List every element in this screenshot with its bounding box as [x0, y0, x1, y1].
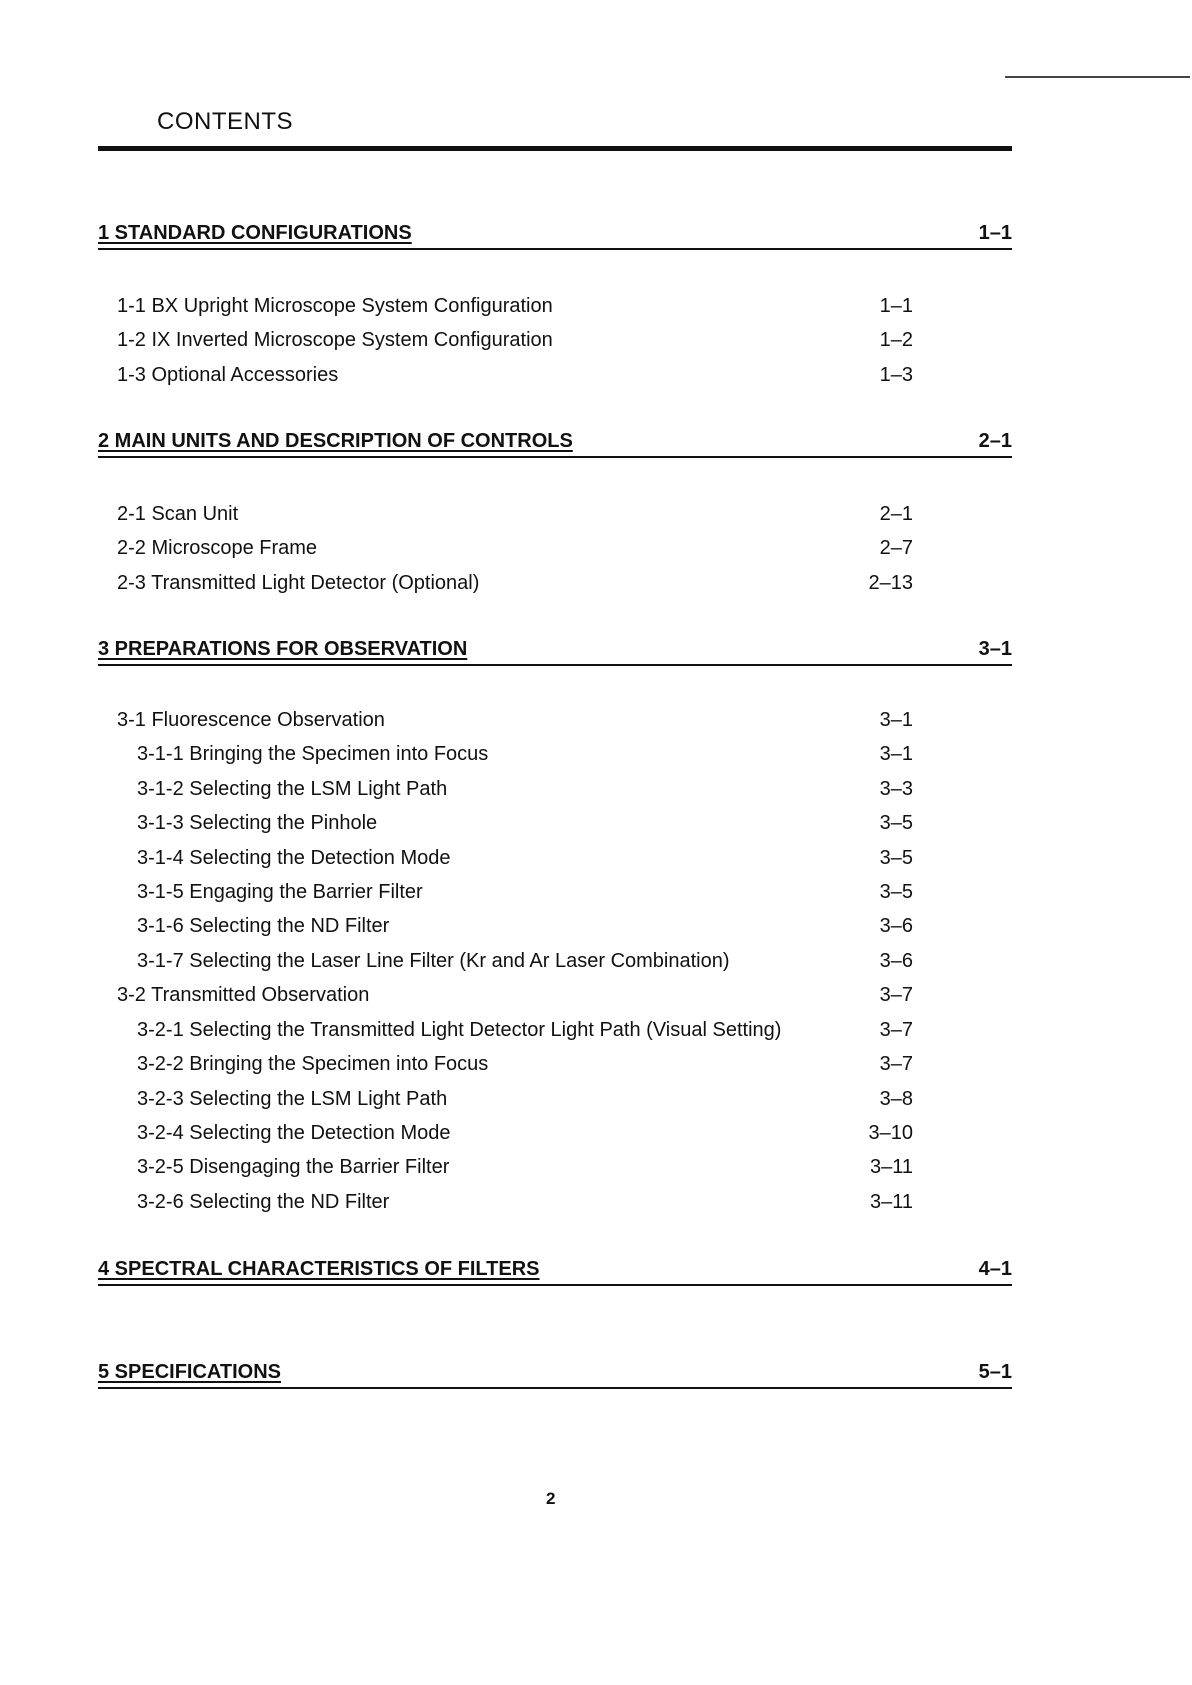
entry-page: 3–1	[879, 743, 913, 765]
chapter-title: 4 SPECTRAL CHARACTERISTICS OF FILTERS	[98, 1258, 540, 1280]
entry-title: 3-2-2 Bringing the Specimen into Focus	[137, 1053, 489, 1075]
chapter-page: 3–1	[978, 638, 1012, 660]
entry-title: 2-2 Microscope Frame	[117, 537, 318, 559]
entry-page: 3–3	[879, 778, 913, 800]
entry-title: 3-1-3 Selecting the Pinhole	[137, 812, 378, 834]
entry-page: 2–13	[868, 572, 913, 594]
entry-page: 3–6	[879, 915, 913, 937]
entry-page: 3–8	[879, 1088, 913, 1110]
entry-page: 3–5	[879, 881, 913, 903]
page-number: 2	[546, 1489, 556, 1508]
entry-page: 3–7	[879, 1053, 913, 1075]
entry-title: 3-1-7 Selecting the Laser Line Filter (Kr and Ar Laser Combination)	[137, 950, 730, 972]
entry-title: 3-2-3 Selecting the LSM Light Path	[137, 1088, 448, 1110]
entry-page: 3–5	[879, 847, 913, 869]
entry-title: 1-2 IX Inverted Microscope System Configuration	[117, 329, 553, 351]
entry-page: 3–7	[879, 1019, 913, 1041]
entry-page: 3–11	[869, 1156, 913, 1178]
entry-title: 3-2-5 Disengaging the Barrier Filter	[137, 1156, 450, 1178]
entry-page: 1–3	[879, 364, 913, 386]
chapter-page: 5–1	[978, 1361, 1012, 1383]
entry-title: 3-1-4 Selecting the Detection Mode	[137, 847, 451, 869]
chapter-page: 4–1	[978, 1258, 1012, 1280]
entry-title: 3-2-6 Selecting the ND Filter	[137, 1191, 390, 1213]
entry-page: 1–2	[879, 329, 913, 351]
entry-page: 2–7	[879, 537, 913, 559]
chapter-2[interactable]	[98, 429, 1012, 458]
entry-page: 1–1	[879, 295, 913, 317]
chapter-1[interactable]	[98, 221, 1012, 250]
entry-title: 1-3 Optional Accessories	[117, 364, 339, 386]
entry-title: 3-1-6 Selecting the ND Filter	[137, 915, 390, 937]
chapter-4[interactable]	[98, 1257, 1012, 1286]
entry-title: 3-1-2 Selecting the LSM Light Path	[137, 778, 448, 800]
entry-title: 2-1 Scan Unit	[117, 503, 239, 525]
chapter-5[interactable]	[98, 1360, 1012, 1389]
entry-title: 3-2 Transmitted Observation	[117, 984, 370, 1006]
chapter-3[interactable]	[98, 637, 1012, 666]
chapter-title: 5 SPECIFICATIONS	[98, 1361, 281, 1383]
entry-page: 3–10	[868, 1122, 913, 1144]
entry-title: 2-3 Transmitted Light Detector (Optional)	[117, 572, 480, 594]
entry-page: 3–7	[879, 984, 913, 1006]
entry-title: 3-1-5 Engaging the Barrier Filter	[137, 881, 423, 903]
chapter-page: 1–1	[978, 222, 1012, 244]
chapter-title: 1 STANDARD CONFIGURATIONS	[98, 222, 412, 244]
heading-rule	[98, 146, 1012, 151]
entry-title: 3-2-4 Selecting the Detection Mode	[137, 1122, 451, 1144]
scan-edge-line	[1005, 76, 1190, 78]
entry-page: 3–11	[869, 1191, 913, 1213]
entry-page: 3–6	[879, 950, 913, 972]
entry-page: 2–1	[879, 503, 913, 525]
chapter-title: 2 MAIN UNITS AND DESCRIPTION OF CONTROLS	[98, 430, 573, 452]
entry-page: 3–5	[879, 812, 913, 834]
entry-title: 3-1 Fluorescence Observation	[117, 709, 385, 731]
entry-title: 3-2-1 Selecting the Transmitted Light Detector Light Path (Visual Setting)	[137, 1019, 782, 1041]
chapter-title: 3 PREPARATIONS FOR OBSERVATION	[98, 638, 468, 660]
page-title: CONTENTS	[157, 108, 293, 135]
entry-title: 3-1-1 Bringing the Specimen into Focus	[137, 743, 489, 765]
entry-page: 3–1	[879, 709, 913, 731]
chapter-page: 2–1	[978, 430, 1012, 452]
entry-title: 1-1 BX Upright Microscope System Configuration	[117, 295, 553, 317]
